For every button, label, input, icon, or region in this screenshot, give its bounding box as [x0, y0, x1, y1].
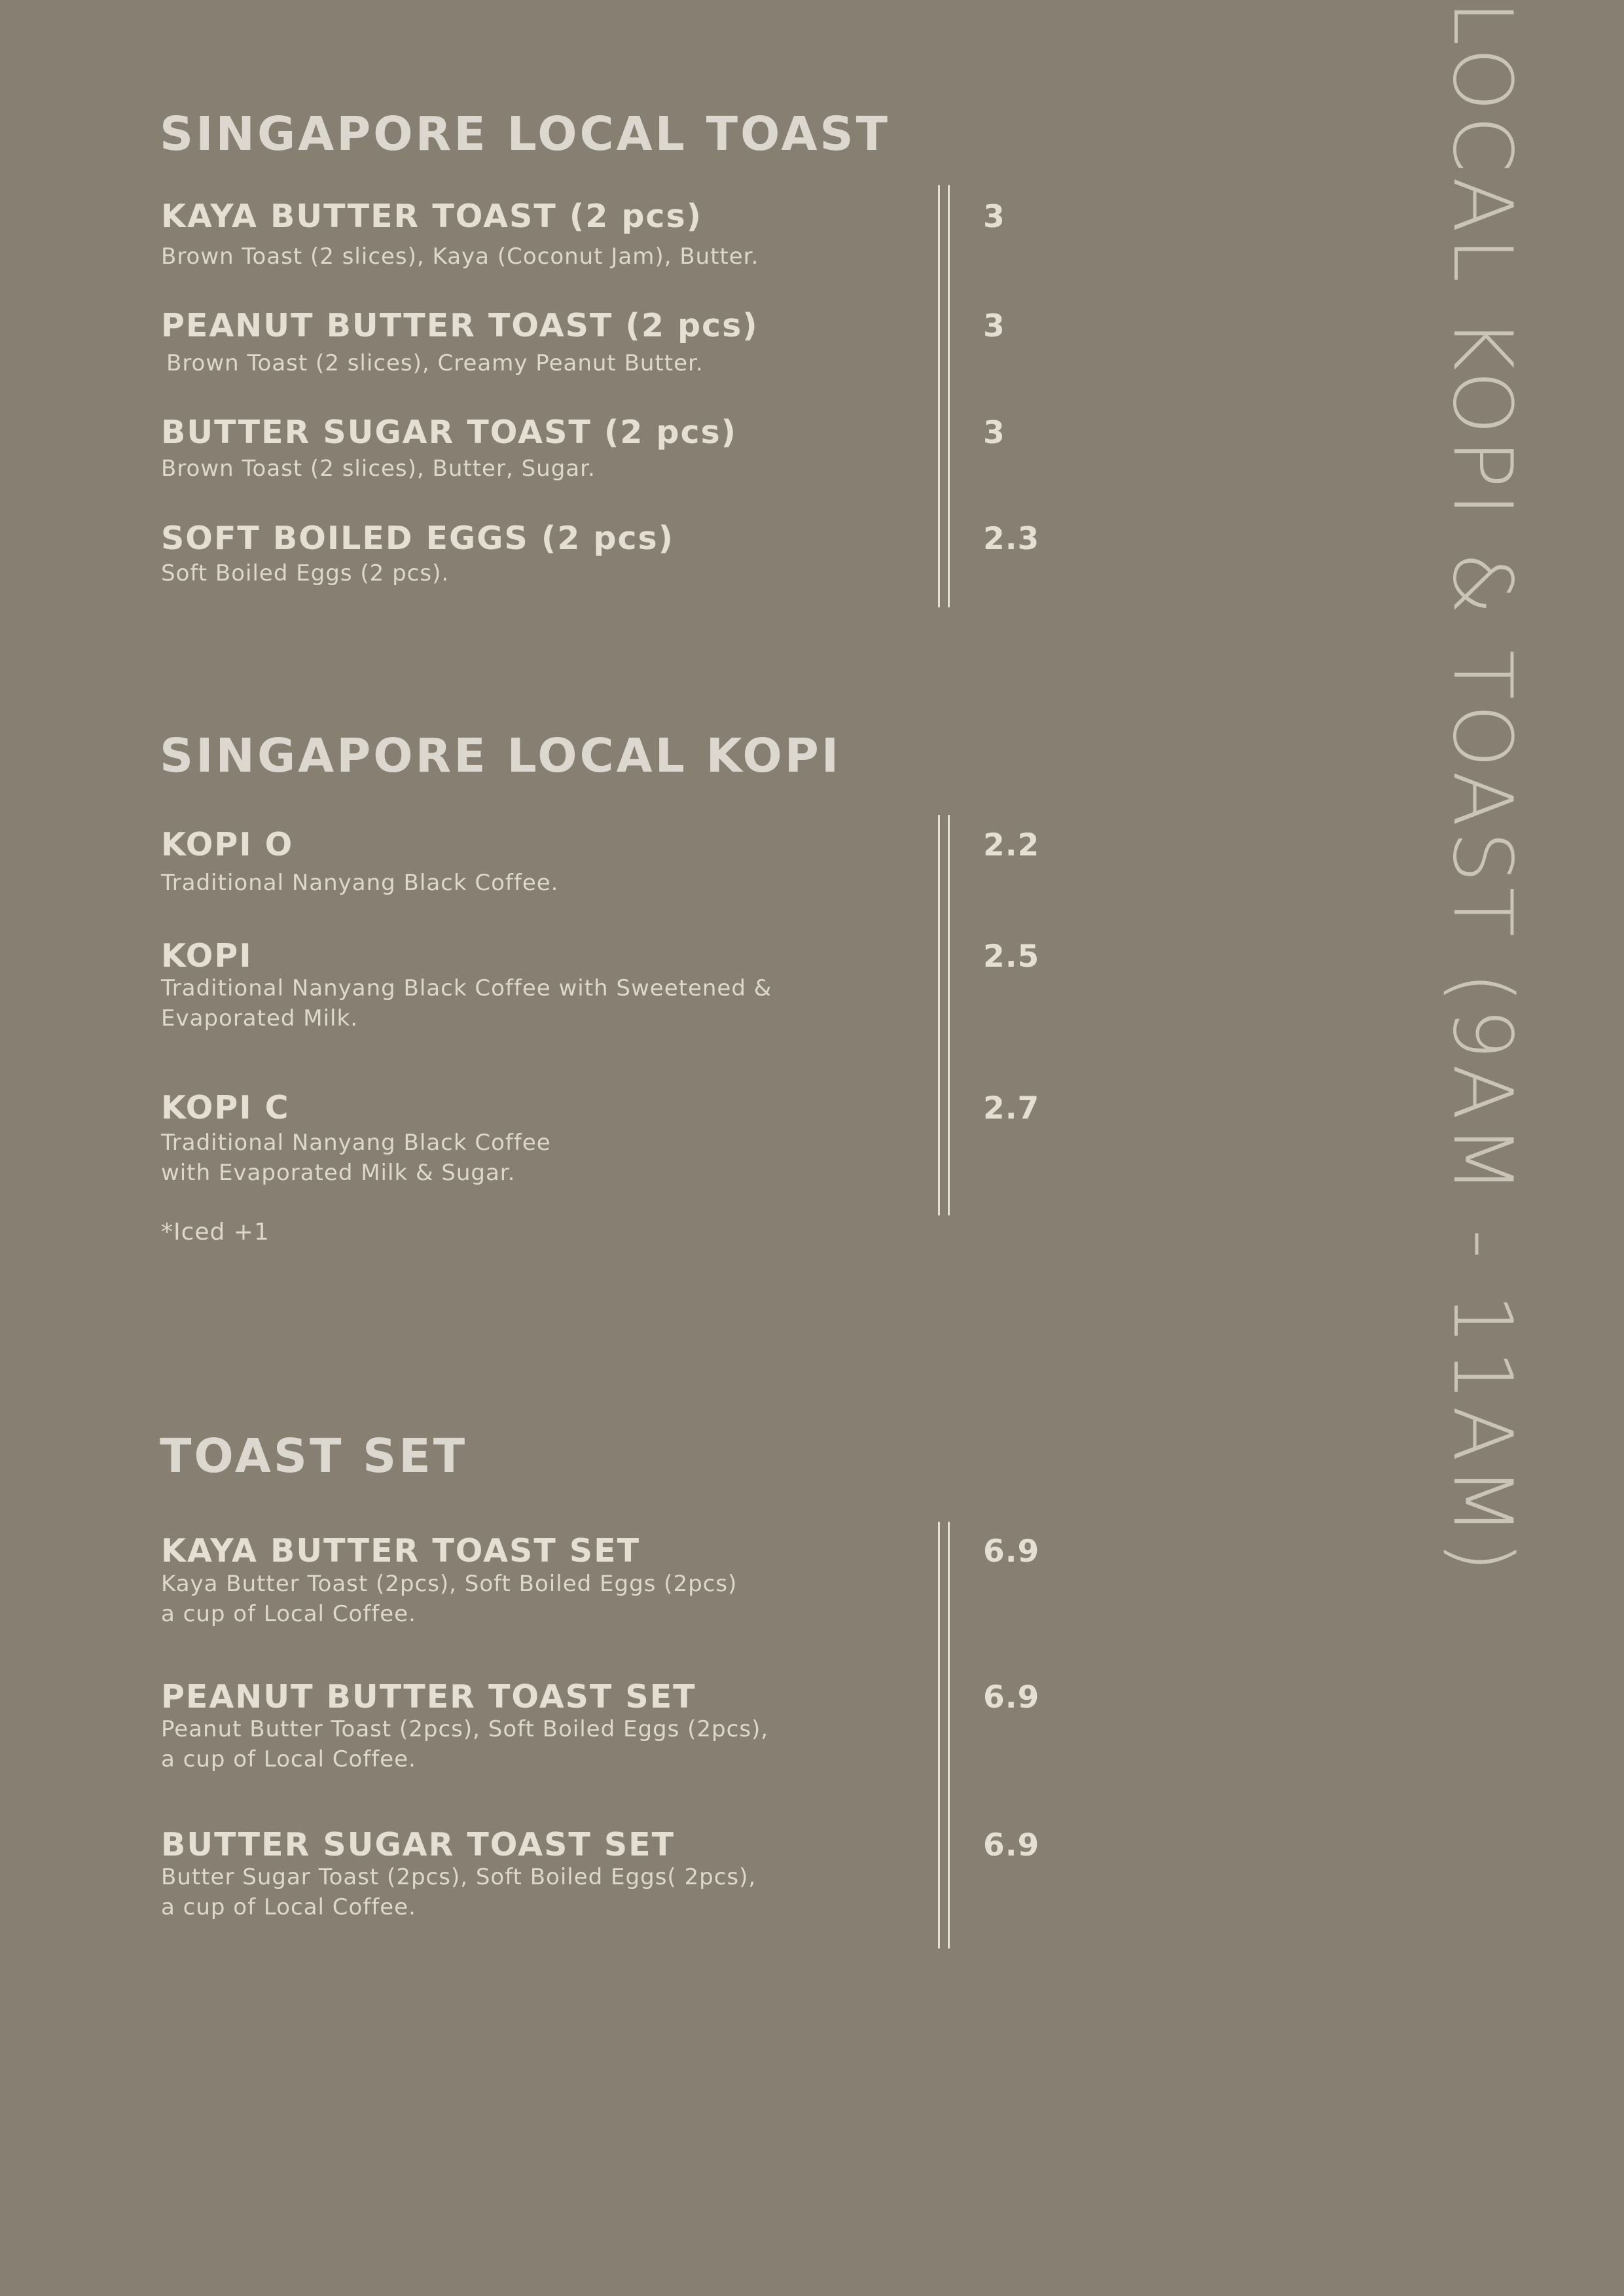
- item-name: PEANUT BUTTER TOAST SET: [161, 1678, 696, 1715]
- price-divider: [938, 185, 950, 607]
- section-title-toast-set: TOAST SET: [160, 1429, 468, 1483]
- item-price: 3: [983, 199, 1005, 235]
- item-name: BUTTER SUGAR TOAST (2 pcs): [161, 414, 738, 451]
- item-description: Traditional Nanyang Black Coffee with Sweetened & Evaporated Milk.: [161, 975, 772, 1031]
- item-price: 3: [983, 308, 1005, 344]
- item-description: Brown Toast (2 slices), Creamy Peanut Butter.: [166, 350, 704, 376]
- item-name: KOPI O: [161, 826, 294, 863]
- section-title-local-toast: SINGAPORE LOCAL TOAST: [160, 107, 890, 161]
- item-description: Traditional Nanyang Black Coffee.: [161, 870, 559, 896]
- price-divider: [938, 1522, 950, 1948]
- item-name: BUTTER SUGAR TOAST SET: [161, 1826, 676, 1863]
- item-description: Traditional Nanyang Black Coffee with Evaporated Milk & Sugar.: [161, 1130, 551, 1186]
- price-divider: [938, 815, 950, 1215]
- section-title-local-kopi: SINGAPORE LOCAL KOPI: [160, 728, 842, 783]
- item-description: Brown Toast (2 slices), Kaya (Coconut Jam), Butter.: [161, 243, 759, 270]
- item-name: KAYA BUTTER TOAST (2 pcs): [161, 198, 703, 235]
- item-description: Butter Sugar Toast (2pcs), Soft Boiled Eggs( 2pcs), a cup of Local Coffee.: [161, 1864, 757, 1920]
- item-price: 6.9: [983, 1534, 1040, 1570]
- item-price: 6.9: [983, 1679, 1040, 1715]
- item-price: 2.3: [983, 521, 1040, 557]
- item-price: 2.2: [983, 827, 1040, 863]
- item-description: Soft Boiled Eggs (2 pcs).: [161, 560, 450, 586]
- item-description: Kaya Butter Toast (2pcs), Soft Boiled Eggs (2pcs) a cup of Local Coffee.: [161, 1571, 738, 1627]
- item-name: PEANUT BUTTER TOAST (2 pcs): [161, 307, 759, 344]
- item-price: 3: [983, 415, 1005, 451]
- item-name: SOFT BOILED EGGS (2 pcs): [161, 520, 675, 557]
- item-description: Brown Toast (2 slices), Butter, Sugar.: [161, 456, 596, 482]
- item-description: Peanut Butter Toast (2pcs), Soft Boiled Eggs (2pcs), a cup of Local Coffee.: [161, 1716, 769, 1772]
- item-name: KOPI: [161, 937, 253, 975]
- item-name: KOPI C: [161, 1089, 290, 1126]
- iced-surcharge-note: *Iced +1: [161, 1219, 270, 1246]
- item-price: 2.5: [983, 939, 1040, 975]
- item-price: 2.7: [983, 1090, 1040, 1126]
- item-price: 6.9: [983, 1827, 1040, 1863]
- side-title-vertical: LOCAL KOPI & TOAST (9AM - 11AM): [1435, 0, 1529, 1577]
- item-name: KAYA BUTTER TOAST SET: [161, 1532, 640, 1570]
